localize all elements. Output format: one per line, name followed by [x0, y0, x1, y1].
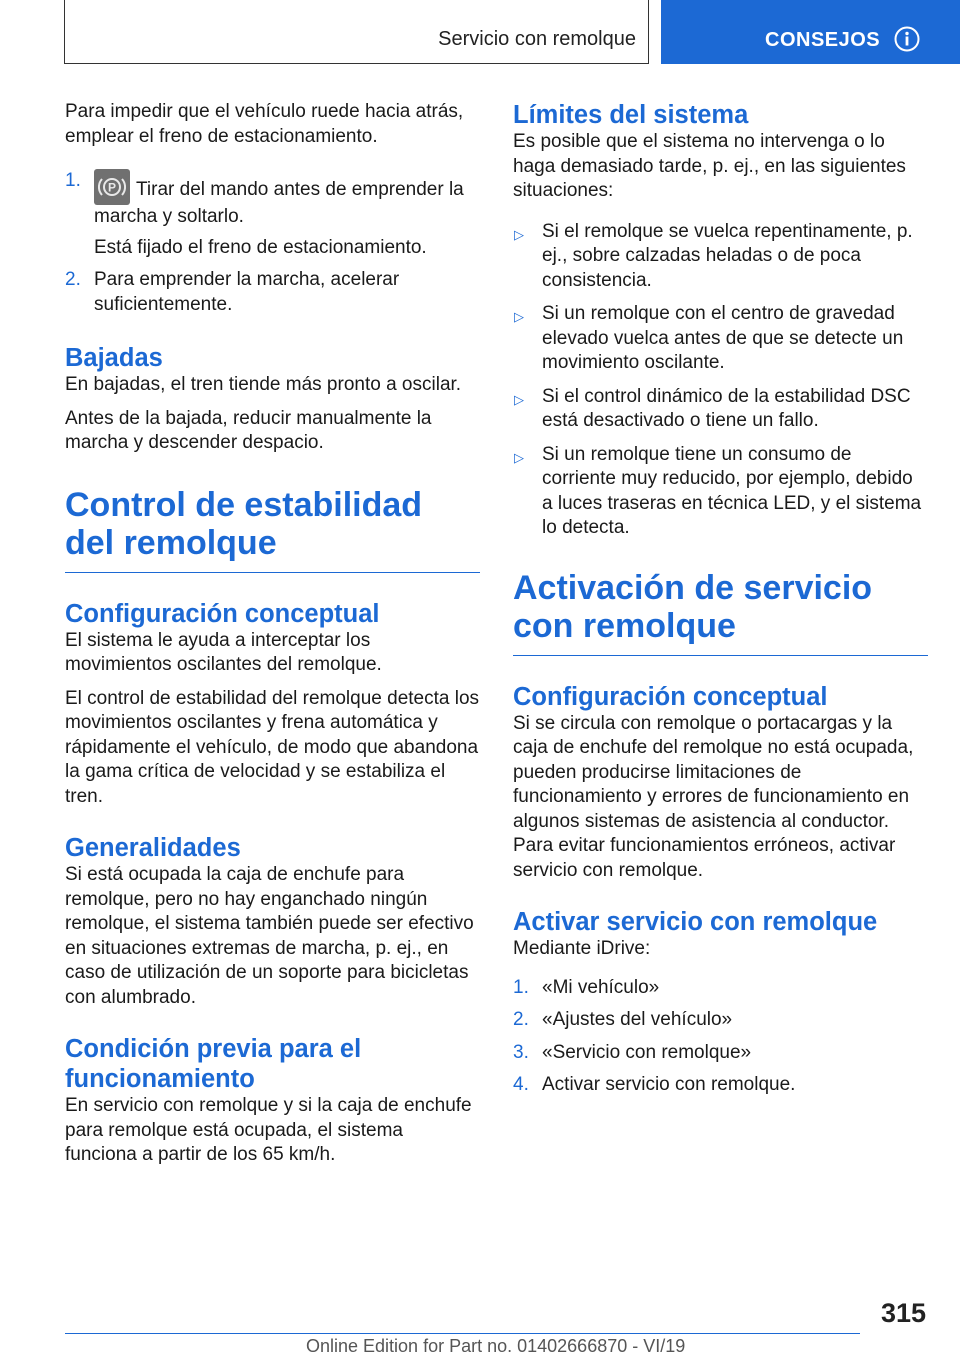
section-title: Servicio con remolque	[438, 28, 636, 50]
heading-concept: Configuración conceptual	[513, 682, 828, 711]
step-result: Está fijado el freno de estacionamiento.	[94, 236, 427, 258]
heading-activate: Activar servicio con remolque	[513, 908, 878, 936]
list-item: 4. Activar servicio con remolque.	[513, 1074, 796, 1095]
paragraph: Antes de la bajada, reducir manualmente la marcha y descender despacio.	[65, 407, 432, 453]
step-number: 2.	[65, 269, 81, 290]
list-item: 2. «Ajustes del vehículo»	[513, 1009, 733, 1030]
paragraph: Si está ocupada la caja de enchufe para remolque, pero no hay enganchado ningún remolque, el sistema también puede ser efectivo en situaciones extremas de marcha, p. ej., en caso de utilización de un soporte para bicicletas con alumbrado.	[65, 864, 474, 1008]
list-item: 1. «Mi vehículo»	[513, 976, 660, 998]
list-item: 3. «Servicio con remolque»	[513, 1041, 752, 1063]
svg-text:P: P	[107, 180, 117, 195]
bullet-triangle-icon: ▷	[514, 449, 524, 465]
bullet-triangle-icon: ▷	[514, 309, 524, 324]
edition-footer: Online Edition for Part no. 01402666870 - VI/19	[306, 1336, 686, 1356]
chapter-tab-label: CONSEJOS	[765, 29, 881, 51]
paragraph: El sistema le ayuda a interceptar los movimientos oscilantes del remolque.	[65, 629, 382, 675]
bullet-triangle-icon: ▷	[514, 226, 524, 242]
running-header	[64, 0, 649, 64]
step-text: Para emprender la marcha, acelerar suficientemente.	[94, 269, 400, 315]
list-item	[65, 169, 480, 260]
page-number: 315	[880, 1298, 926, 1328]
paragraph: En bajadas, el tren tiende más pronto a oscilar.	[65, 374, 462, 395]
list-item: ▷ Si un remolque con el centro de gravedad elevado vuelca antes de que se detecte un movimiento oscilante.	[514, 303, 904, 373]
heading-general: Generalidades	[65, 834, 241, 862]
info-icon	[894, 26, 920, 52]
heading-activation: Activación de servicio con remolque	[513, 569, 928, 656]
paragraph: Es posible que el sistema no intervenga o lo haga demasiado tarde, p. ej., en las siguientes situaciones:	[513, 131, 906, 201]
list-item: ▷ Si un remolque tiene un consumo de corriente muy reducido, por ejemplo, debido a luces traseras en técnica LED, y el sistema lo detecta.	[514, 443, 922, 538]
paragraph: Mediante iDrive:	[513, 938, 651, 959]
parking-brake-icon	[94, 169, 130, 205]
footer-divider	[65, 1333, 860, 1334]
heading-stability-control: Control de estabilidad del remolque	[65, 486, 480, 573]
activation-steps	[513, 976, 928, 1098]
heading-condition: Condición previa para el funcionamiento	[65, 1035, 362, 1093]
bullet-triangle-icon: ▷	[514, 391, 524, 407]
heading-bajadas: Bajadas	[65, 344, 163, 372]
step-text: Tirar del mando antes de emprender la marcha y soltarlo.	[94, 179, 464, 227]
paragraph: Si se circula con remolque o portacargas y la caja de enchufe del remolque no está ocupada, pueden producirse limitaciones de funcionamiento y errores de funcionamiento en algunos sistemas de asistencia al conductor. Para evitar funcionamientos erróneos, activar servicio con remolque.	[513, 712, 914, 881]
list-item: ▷ Si el control dinámico de la estabilidad DSC está desactivado o tiene un fallo.	[514, 385, 911, 431]
paragraph: En servicio con remolque y si la caja de enchufe para remolque está ocupada, el sistema funciona a partir de los 65 km/h.	[65, 1095, 472, 1165]
heading-system-limits: Límites del sistema	[513, 101, 749, 129]
step-number: 1.	[65, 170, 81, 191]
brake-steps	[65, 169, 480, 317]
list-item	[65, 268, 480, 317]
list-item: ▷ Si el remolque se vuelca repentinamente, p. ej., sobre calzadas heladas o de poca consistencia.	[514, 220, 913, 291]
paragraph: El control de estabilidad del remolque detecta los movimientos oscilantes y frena automática y rápidamente el vehículo, de modo que abandona la gama crítica de velocidad y se estabiliza el tren.	[65, 687, 480, 807]
intro-paragraph: Para impedir que el vehículo ruede hacia atrás, emplear el freno de estacionamiento.	[65, 101, 464, 147]
right-column	[513, 100, 928, 1107]
left-column	[65, 100, 480, 1177]
chapter-tab	[661, 0, 960, 64]
heading-concept: Configuración conceptual	[65, 599, 380, 628]
limits-list	[513, 220, 928, 541]
